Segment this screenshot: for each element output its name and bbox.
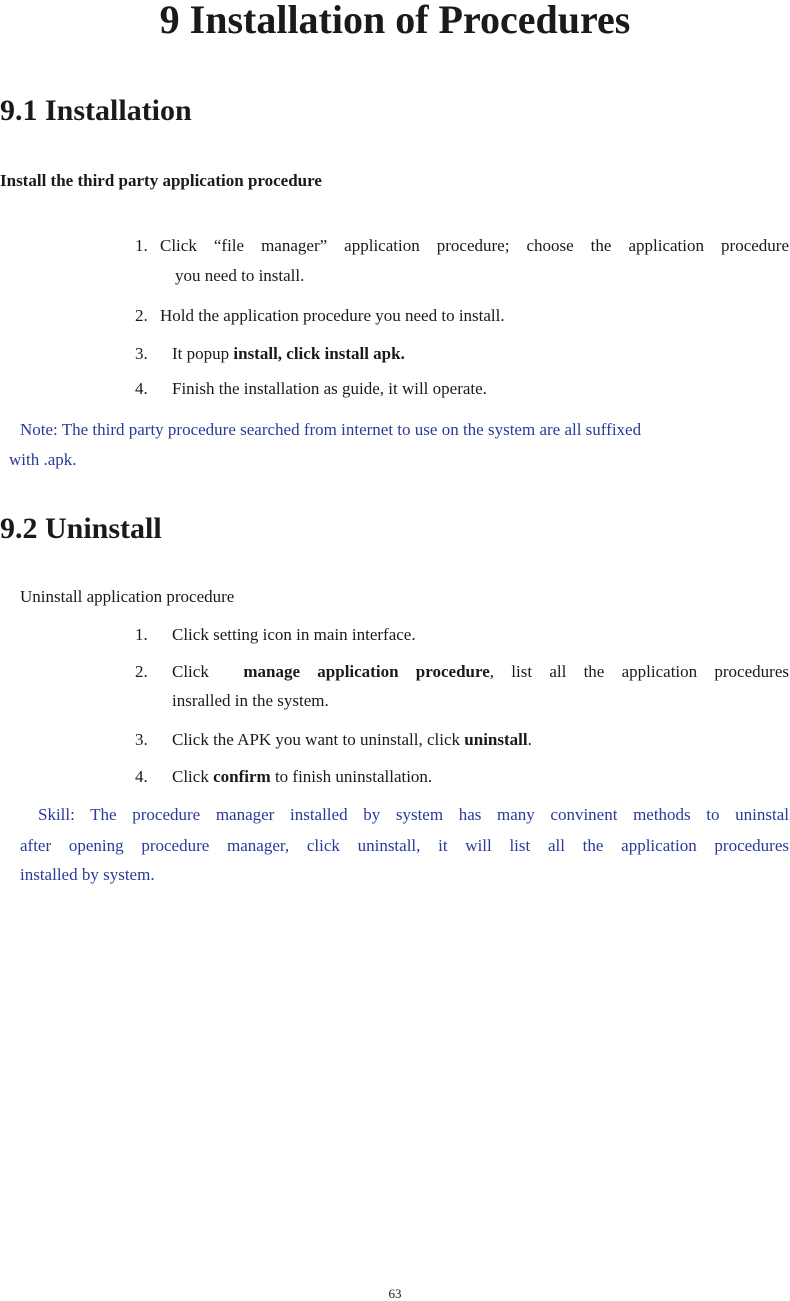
install-step-1-line-1: Click “file manager” application procedure; choose the application procedure xyxy=(160,236,789,255)
uninstall-step-1-number: 1. xyxy=(135,625,148,644)
install-note-line-1: Note: The third party procedure searched from internet to use on the system are all suffixed xyxy=(20,420,642,439)
install-step-3 xyxy=(135,344,405,364)
uninstall-skill-line-1: Skill: The procedure manager installed by system has many convinent methods to uninstal xyxy=(38,805,789,824)
uninstall-step-3 xyxy=(135,730,532,750)
uninstall-step-3-text xyxy=(172,730,532,750)
uninstall-step-2-number: 2. xyxy=(135,662,148,681)
section-heading-installation: 9.1 Installation xyxy=(0,94,192,127)
uninstall-step-2 xyxy=(135,662,789,682)
uninstall-step-4 xyxy=(135,767,433,787)
uninstall-step-2-line-1 xyxy=(172,662,789,682)
install-step-2 xyxy=(135,306,505,326)
uninstall-step-2-prefix: Click xyxy=(172,662,227,681)
uninstall-step-4-bold: confirm xyxy=(213,767,271,786)
uninstall-step-1 xyxy=(135,625,416,645)
install-step-3-prefix: It popup xyxy=(172,344,234,363)
install-step-1 xyxy=(135,236,789,256)
uninstall-step-4-text xyxy=(172,767,432,787)
install-step-3-number: 3. xyxy=(135,344,148,363)
uninstall-skill-line-2: after opening procedure manager, click uninstall, it will list all the application procedures xyxy=(20,836,789,855)
uninstall-step-2-line-2: insralled in the system. xyxy=(172,691,329,710)
uninstall-step-3-number: 3. xyxy=(135,730,148,749)
uninstall-step-3-bold: uninstall xyxy=(464,730,528,749)
uninstall-step-3-prefix: Click the APK you want to uninstall, click xyxy=(172,730,465,749)
page-number: 63 xyxy=(388,1286,402,1301)
uninstall-step-4-number: 4. xyxy=(135,767,148,786)
uninstall-intro: Uninstall application procedure xyxy=(20,587,235,606)
uninstall-step-1-text: Click setting icon in main interface. xyxy=(172,625,416,644)
install-step-3-text xyxy=(172,344,405,364)
install-step-1-number: 1. xyxy=(135,236,148,255)
uninstall-step-4-prefix: Click xyxy=(172,767,214,786)
chapter-title: 9 Installation of Procedures xyxy=(159,0,631,42)
uninstall-skill-line-3: installed by system. xyxy=(20,865,155,884)
uninstall-step-2-suffix: , list all the application procedures xyxy=(489,662,789,681)
install-step-2-text: Hold the application procedure you need to install. xyxy=(160,306,505,325)
uninstall-step-3-suffix: . xyxy=(527,730,532,749)
install-step-4-number: 4. xyxy=(135,379,148,398)
install-step-3-bold: install, click install apk. xyxy=(233,344,405,363)
install-step-4 xyxy=(135,379,487,399)
uninstall-step-4-suffix: to finish uninstallation. xyxy=(270,767,433,786)
install-step-4-text: Finish the installation as guide, it will operate. xyxy=(172,379,487,398)
install-note-line-2: with .apk. xyxy=(9,450,77,469)
uninstall-step-2-bold: manage application procedure xyxy=(243,662,490,681)
section-heading-uninstall: 9.2 Uninstall xyxy=(0,512,162,545)
install-subheading: Install the third party application procedure xyxy=(0,171,322,190)
install-step-2-number: 2. xyxy=(135,306,148,325)
install-step-1-line-2: you need to install. xyxy=(175,266,305,285)
